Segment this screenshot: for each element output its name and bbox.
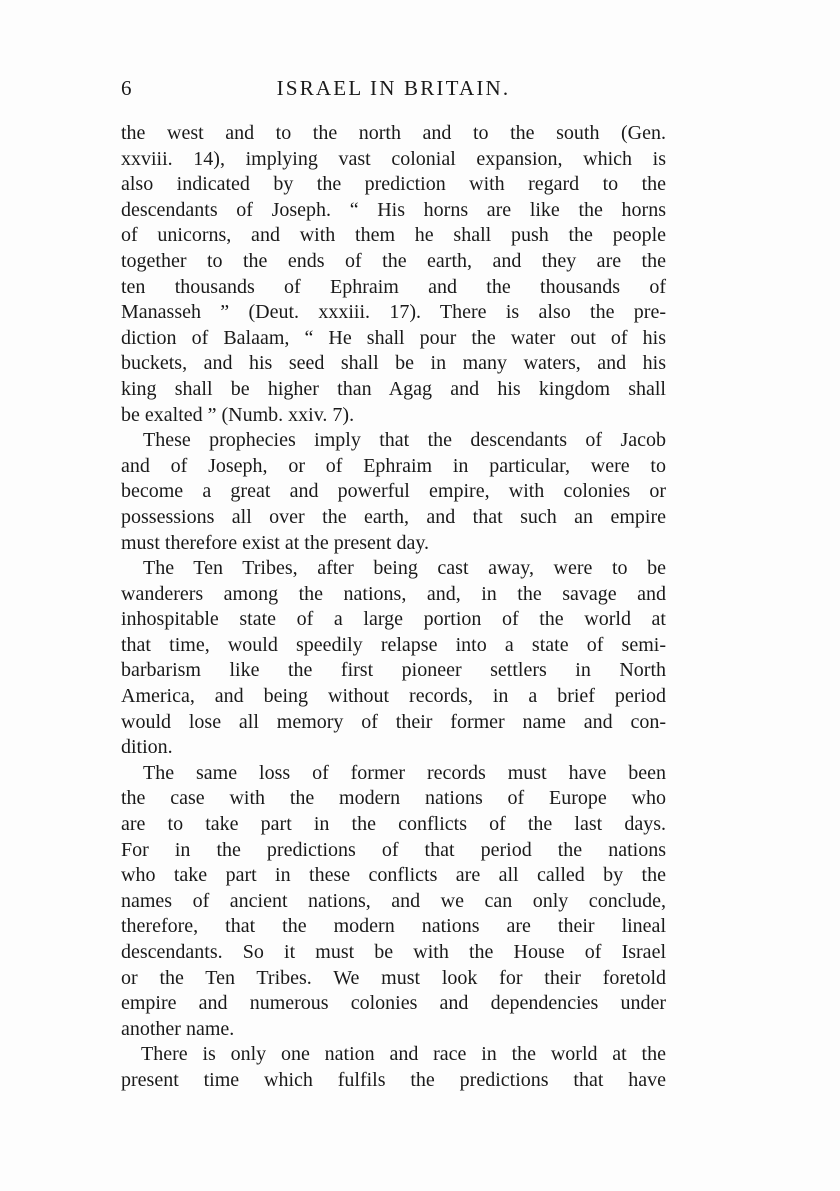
text-line: therefore, that the modern nations are their lineal (121, 915, 666, 938)
body-text (121, 121, 666, 1094)
text-line: must therefore exist at the present day. (121, 531, 430, 554)
text-line: The same loss of former records must have been (143, 761, 666, 784)
text-line: and of Joseph, or of Ephraim in particular, were to (121, 454, 666, 477)
text-line: would lose all memory of their former name and con- (121, 710, 666, 733)
text-line: inhospitable state of a large portion of the world at (121, 608, 666, 631)
text-line: also indicated by the prediction with regard to the (121, 173, 666, 196)
running-title: ISRAEL IN BRITAIN. (276, 76, 511, 100)
text-line: dition. (121, 736, 173, 759)
text-line: become a great and powerful empire, with colonies or (121, 480, 666, 503)
text-line: empire and numerous colonies and dependencies under (121, 992, 666, 1015)
text-line: the case with the modern nations of Europe who (121, 787, 666, 810)
text-line: xxviii. 14), implying vast colonial expansion, which is (121, 147, 666, 170)
text-line: are to take part in the conflicts of the last days. (121, 813, 666, 836)
text-line: America, and being without records, in a brief period (121, 685, 666, 708)
text-line: Manasseh ” (Deut. xxxiii. 17). There is also the pre- (121, 301, 666, 324)
text-line: barbarism like the first pioneer settlers in North (121, 659, 666, 682)
text-line: The Ten Tribes, after being cast away, were to be (143, 557, 666, 580)
text-line: possessions all over the earth, and that such an empire (121, 505, 666, 528)
text-line: For in the predictions of that period the nations (121, 838, 666, 861)
text-line: present time which fulfils the predictions that have (121, 1068, 666, 1091)
text-line: of unicorns, and with them he shall push the people (121, 224, 666, 247)
text-line: who take part in these conflicts are all called by the (121, 864, 666, 887)
text-line: descendants of Joseph. “ His horns are like the horns (121, 198, 666, 221)
text-line: These prophecies imply that the descendants of Jacob (143, 429, 666, 452)
page-number: 6 (121, 76, 133, 100)
text-line: names of ancient nations, and we can only conclude, (121, 889, 666, 912)
text-line: descendants. So it must be with the House of Israel (121, 941, 666, 963)
page-header (121, 76, 666, 104)
text-line: that time, would speedily relapse into a state of semi- (121, 633, 666, 656)
text-line: be exalted ” (Numb. xxiv. 7). (121, 403, 355, 426)
text-line: king shall be higher than Agag and his kingdom shall (121, 377, 666, 400)
text-line: another name. (121, 1017, 235, 1040)
text-line: buckets, and his seed shall be in many waters, and his (121, 352, 666, 375)
text-line: ten thousands of Ephraim and the thousands of (121, 275, 666, 298)
text-line: the west and to the north and to the south (Gen. (121, 122, 666, 144)
text-line: together to the ends of the earth, and they are the (121, 249, 666, 272)
text-line: or the Ten Tribes. We must look for their foretold (121, 966, 666, 989)
text-line: wanderers among the nations, and, in the savage and (121, 582, 666, 605)
text-line: There is only one nation and race in the world at the (141, 1043, 666, 1066)
text-line: diction of Balaam, “ He shall pour the water out of his (121, 326, 666, 349)
